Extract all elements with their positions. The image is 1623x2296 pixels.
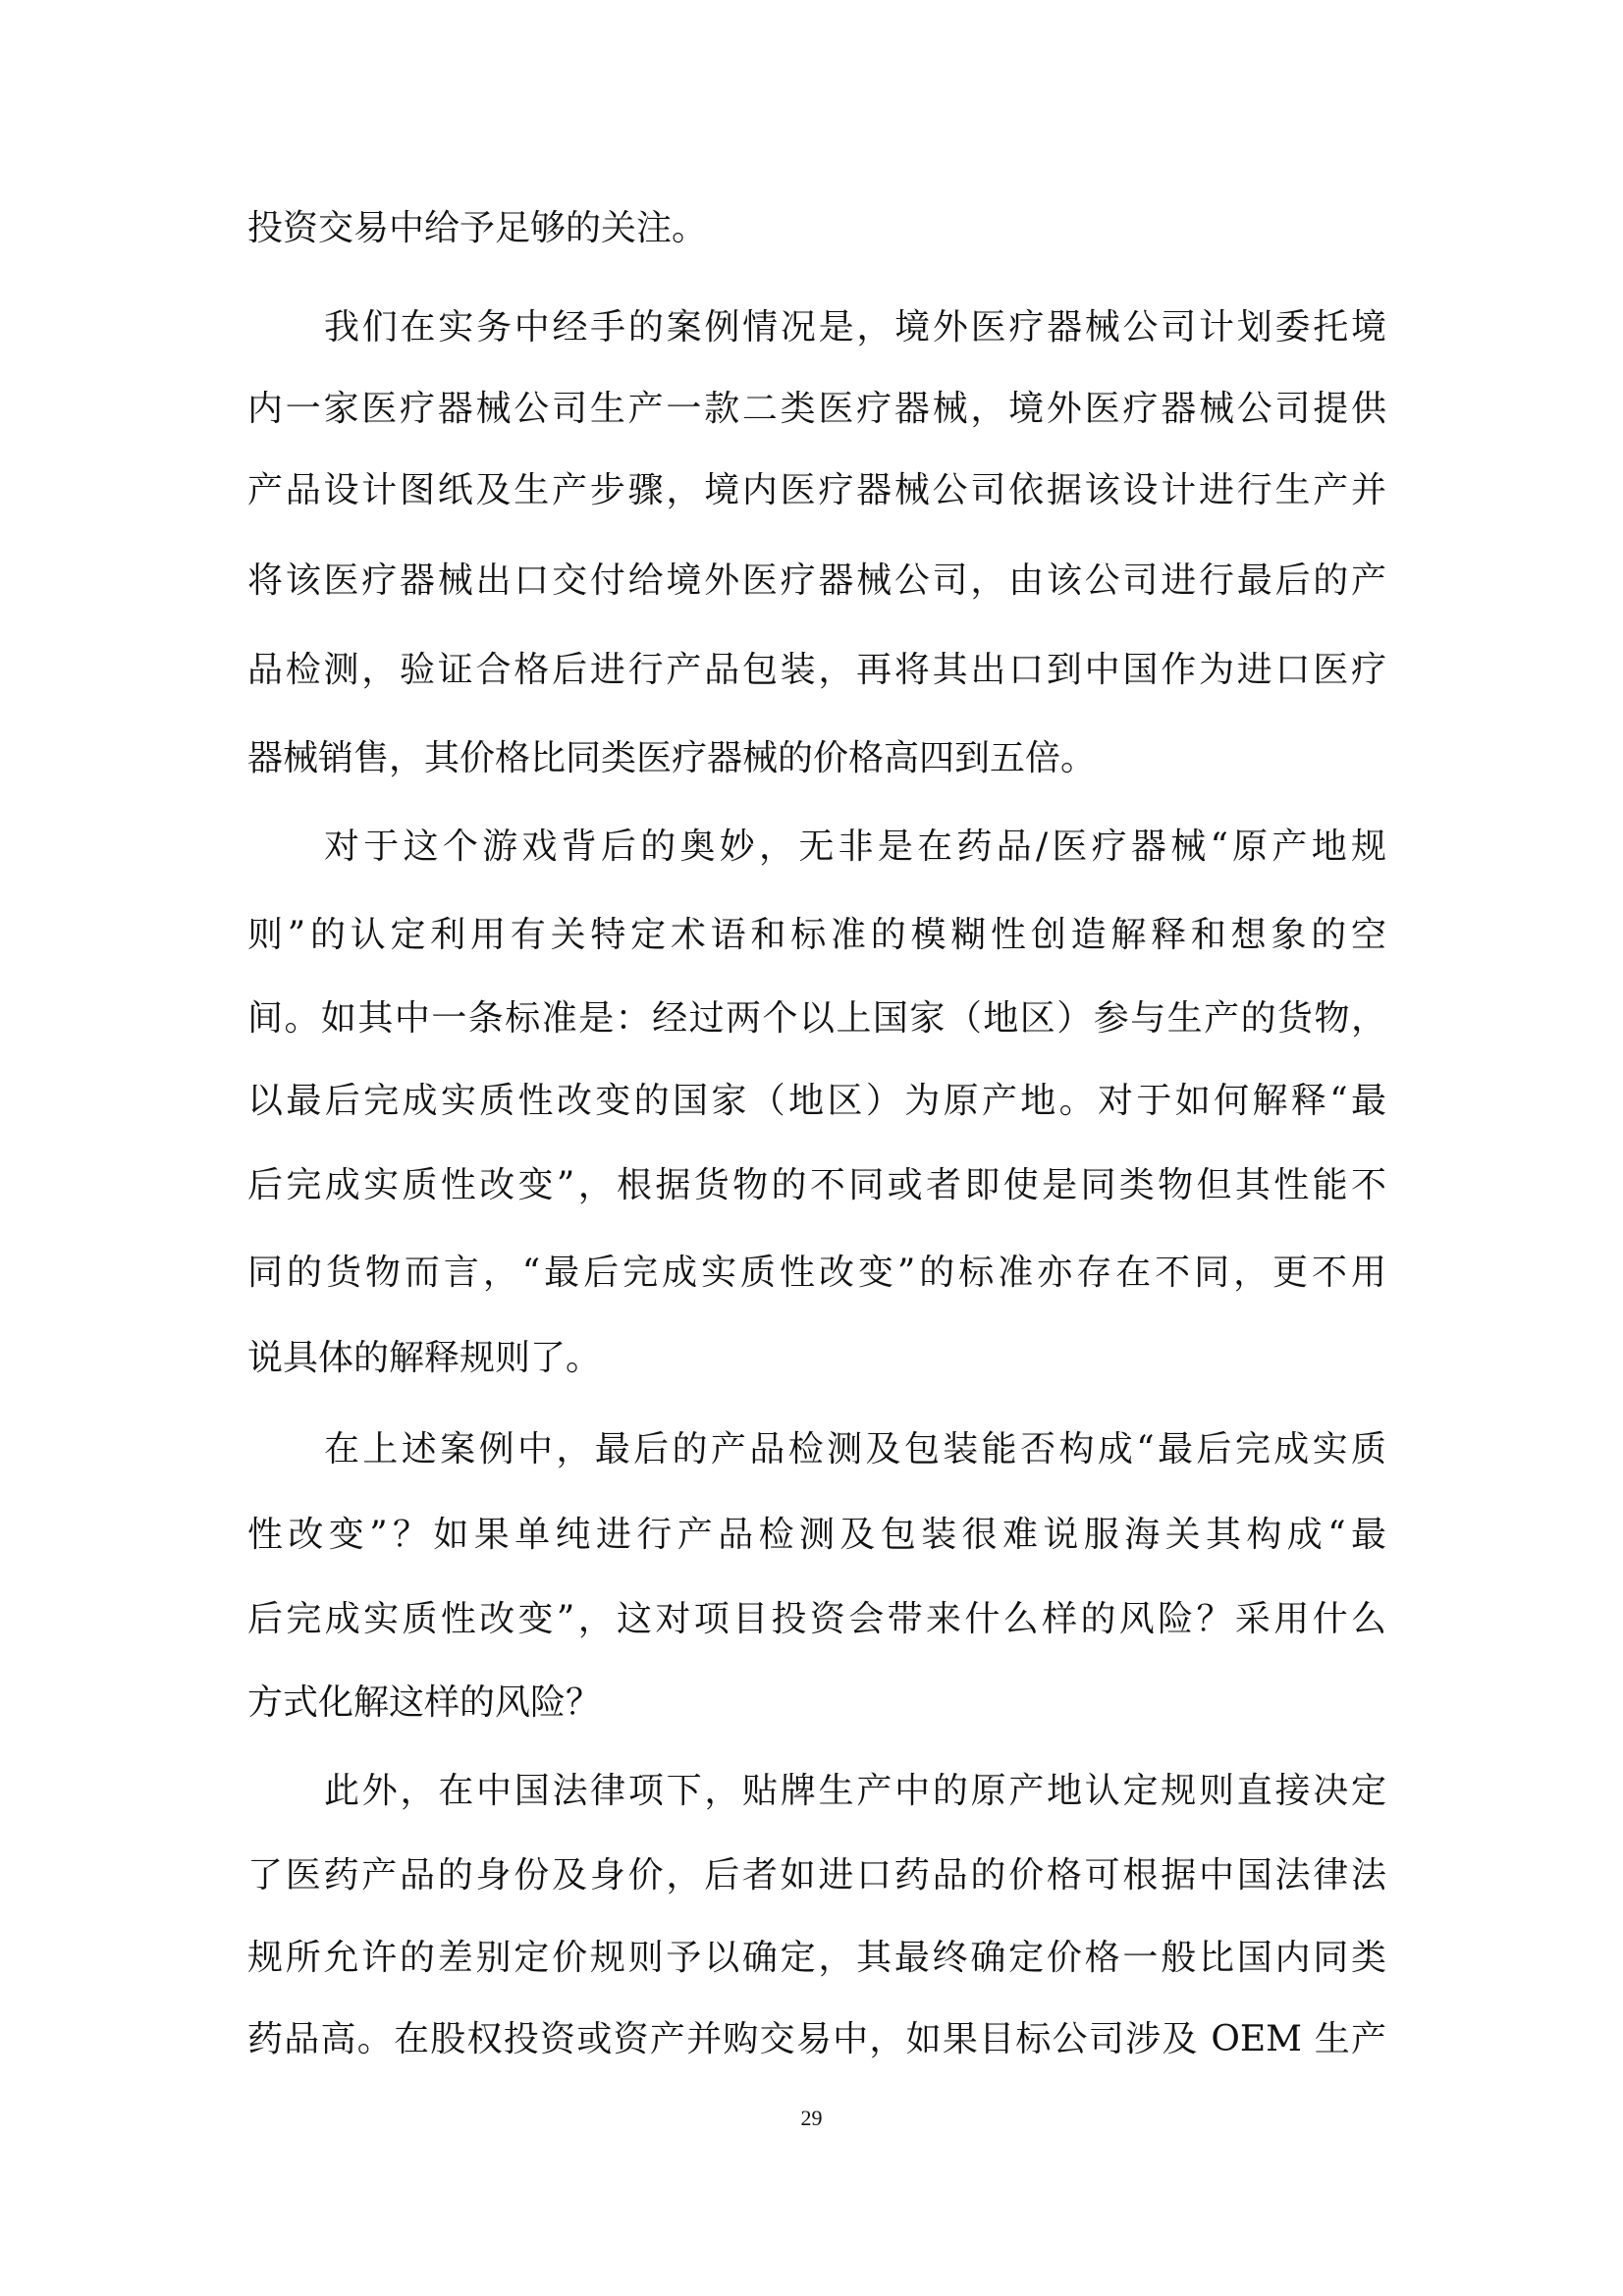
- text-line: 将该医疗器械出口交付给境外医疗器械公司，由该公司进行最后的产: [247, 561, 1386, 601]
- text-line: 内一家医疗器械公司生产一款二类医疗器械，境外医疗器械公司提供: [247, 389, 1386, 429]
- text-line: 性改变”？如果单纯进行产品检测及包装很难说服海关其构成“最: [247, 1515, 1386, 1555]
- text-line: 以最后完成实质性改变的国家（地区）为原产地。对于如何解释“最: [247, 1081, 1386, 1121]
- text-line: 说具体的解释规则了。: [247, 1338, 602, 1378]
- text-line: 方式化解这样的风险？: [247, 1682, 602, 1723]
- text-line: 后完成实质性改变”，这对项目投资会带来什么样的风险？采用什么: [247, 1599, 1386, 1639]
- text-line: 品检测，验证合格后进行产品包装，再将其出口到中国作为进口医疗: [247, 650, 1386, 690]
- text-line: 则”的认定利用有关特定术语和标准的模糊性创造解释和想象的空: [247, 915, 1386, 955]
- text-line: 同的货物而言，“最后完成实质性改变”的标准亦存在不同，更不用: [247, 1253, 1386, 1293]
- text-line: 产品设计图纸及生产步骤，境内医疗器械公司依据该设计进行生产并: [247, 470, 1386, 510]
- text-line: 规所允许的差别定价规则予以确定，其最终确定价格一般比国内同类: [247, 1938, 1386, 1978]
- text-line: 投资交易中给予足够的关注。: [247, 208, 708, 248]
- text-line: 间。如其中一条标准是：经过两个以上国家（地区）参与生产的货物，: [247, 998, 1386, 1039]
- page-number: 29: [800, 2106, 823, 2130]
- text-line: 此外，在中国法律项下，贴牌生产中的原产地认定规则直接决定: [324, 1771, 1386, 1811]
- text-line: 我们在实务中经手的案例情况是，境外医疗器械公司计划委托境: [324, 307, 1386, 347]
- text-line: 药品高。在股权投资或资产并购交易中，如果目标公司涉及 OEM 生产: [247, 2019, 1386, 2059]
- text-line: 对于这个游戏背后的奥妙，无非是在药品/医疗器械“原产地规: [324, 827, 1386, 867]
- text-line: 器械销售，其价格比同类医疗器械的价格高四到五倍。: [247, 738, 1097, 778]
- text-line: 了医药产品的身份及身价，后者如进口药品的价格可根据中国法律法: [247, 1855, 1386, 1896]
- text-line: 后完成实质性改变”，根据货物的不同或者即使是同类物但其性能不: [247, 1165, 1386, 1205]
- text-line: 在上述案例中，最后的产品检测及包装能否构成“最后完成实质: [324, 1429, 1386, 1469]
